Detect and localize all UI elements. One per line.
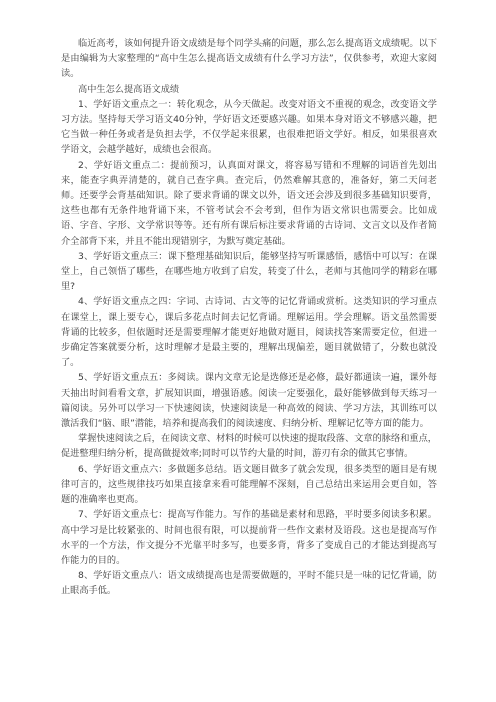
document-body: [61, 36, 437, 599]
point-8-paragraph: 8、学好语文重点八：语文成绩提高也是需要做题的，平时不能只是一味的记忆背诵，防止眼高手低。: [61, 570, 437, 597]
point-2-paragraph: 2、学好语文重点二：提前预习，认真面对课文，将容易写错和不理解的词语首先划出来，能查字典弄清楚的，就自己查字典。查完后，仍然难解其意的，准备好，第二天问老师。还要学会背基础知识。除了要求背诵的课文以外，语文还会涉及到很多基础知识要背，这些也都有无条件地背诵下来，不管考试会不会考到，但作为语文常识也需要会。比如成语、字音、字形、文学常识等等。还有所有课后标注要求背诵的古诗词、文言文以及作者简介全部背下来，并且不能出现错别字，为默写奠定基础。: [61, 159, 437, 247]
section-heading: 高中生怎么提高语文成绩: [78, 83, 180, 95]
point-7-paragraph: 7、学好语文重点七：提高写作能力。写作的基础是素材和思路，平时要多阅读多积累。高中学习是比较紧张的、时间也很有限，可以提前背一些作文素材及语段。这也是提高写作水平的一个方法，作文提分不光靠平时多写，也要多背，背多了变成自己的才能达到提高写作能力的目的。: [61, 509, 437, 566]
point-3-paragraph: 3、学好语文重点三：课下整理基础知识后，能够坚持写听课感悟，感悟中可以写：在课堂上，自己领悟了哪些，在哪些地方收到了启发，转变了什么，老师与其他同学的精彩在哪里?: [61, 250, 437, 293]
intro-paragraph: 临近高考，该如何提升语文成绩是每个同学头痛的问题，那么怎么提高语文成绩呢。以下是由编辑为大家整理的“高中生怎么提高语文成绩有什么学习方法”，仅供参考，欢迎大家阅读。: [61, 38, 437, 80]
point-5-paragraph: 5、学好语文重点五：多阅读。课内文章无论是选修还是必修，最好都通读一遍，课外每天抽出时间看看文章，扩展知识面，增强语感。阅读一定要强化，最好能够做到每天练习一篇阅读。另外可以学习一下快速阅读，快速阅读是一种高效的阅读、学习方法，其训练可以激活我们“脑、眼”潜能，培养和提高我们的阅读速度、归纳分析、理解记忆等方面的能力。: [61, 372, 437, 430]
point-6-paragraph: 6、学好语文重点六：多做题多总结。语文题目做多了就会发现，很多类型的题目是有规律可言的，这些规律技巧如果直接拿来看可能理解不深刻，自己总结出来运用会更自如，答题的准确率也更高。: [61, 463, 437, 506]
point-4-paragraph: 4、学好语文重点之四：字词、古诗词、古文等的记忆背诵或赏析。这类知识的学习重点在课堂上，课上要专心，课后多花点时间去记忆背诵。理解运用。学会理解。语文虽然需要背诵的比较多，但依题时还是需要理解才能更好地做对题目，阅读找答案需要定位，但进一步确定答案就要分析，这时理解才是最主要的，理解出现偏差，题目就做错了，分数也就没了。: [61, 296, 437, 369]
speed-reading-paragraph: 掌握快速阅读之后，在阅读文章、材料的时候可以快速的提取段落、文章的脉络和重点，促进整理归纳分析，提高做提效率;同时可以节约大量的时间，游刃有余的做其它事情。: [61, 433, 437, 460]
point-1-paragraph: 1、学好语文重点之一：转化观念，从今天做起。改变对语文不重视的观念，改变语文学习方法。坚持每天学习语文40分钟，学好语文还要感兴趣。如果本身对语文不够感兴趣，把它当做一种任务或者是负担去学，不仅学起来很累，也很难把语文学好。相反，如果很喜欢学语文，会越学越好，成绩也会很高。: [61, 98, 437, 156]
